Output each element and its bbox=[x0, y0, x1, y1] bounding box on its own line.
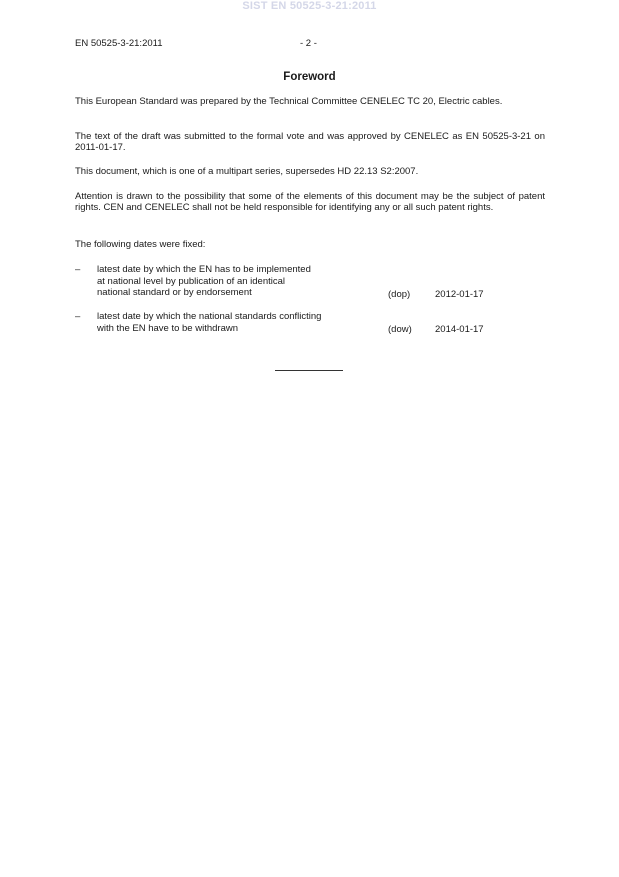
page-number: - 2 - bbox=[300, 38, 317, 49]
page-title: Foreword bbox=[283, 71, 336, 83]
date-item-dop bbox=[75, 264, 545, 300]
paragraph-approval: The text of the draft was submitted to the formal vote and was approved by CENELEC as EN 50525-3-21 on 2011-01-17. bbox=[75, 131, 545, 153]
end-of-section-rule bbox=[275, 370, 343, 371]
date-item-dow bbox=[75, 311, 545, 335]
date-item-description bbox=[97, 311, 377, 334]
document-reference: EN 50525-3-21:2011 bbox=[75, 38, 163, 49]
date-abbreviation: (dop) bbox=[388, 288, 411, 300]
description-line: national standard or by endorsement bbox=[97, 287, 252, 298]
list-dash: – bbox=[75, 264, 81, 275]
description-line: latest date by which the national standards conflicting bbox=[97, 311, 322, 322]
description-line: at national level by publication of an identical bbox=[97, 275, 286, 287]
description-line: with the EN have to be withdrawn bbox=[97, 322, 238, 334]
paragraph-supersedes: This document, which is one of a multipart series, supersedes HD 22.13 S2:2007. bbox=[75, 166, 419, 177]
date-value: 2012-01-17 bbox=[435, 288, 484, 300]
watermark: SIST EN 50525-3-21:2011 bbox=[242, 0, 377, 12]
description-line: latest date by which the EN has to be implemented bbox=[97, 264, 311, 275]
date-abbreviation: (dow) bbox=[388, 323, 412, 335]
date-item-description bbox=[97, 264, 377, 299]
paragraph-patent-rights: Attention is drawn to the possibility that some of the elements of this document may be the subject of patent rights. CEN and CENELEC shall not be held responsible for identifying any or all such patent rights. bbox=[75, 191, 545, 213]
date-value: 2014-01-17 bbox=[435, 323, 484, 335]
list-dash: – bbox=[75, 311, 81, 322]
paragraph-committee: This European Standard was prepared by the Technical Committee CENELEC TC 20, Electric cables. bbox=[75, 96, 503, 107]
paragraph-dates-intro: The following dates were fixed: bbox=[75, 239, 206, 250]
